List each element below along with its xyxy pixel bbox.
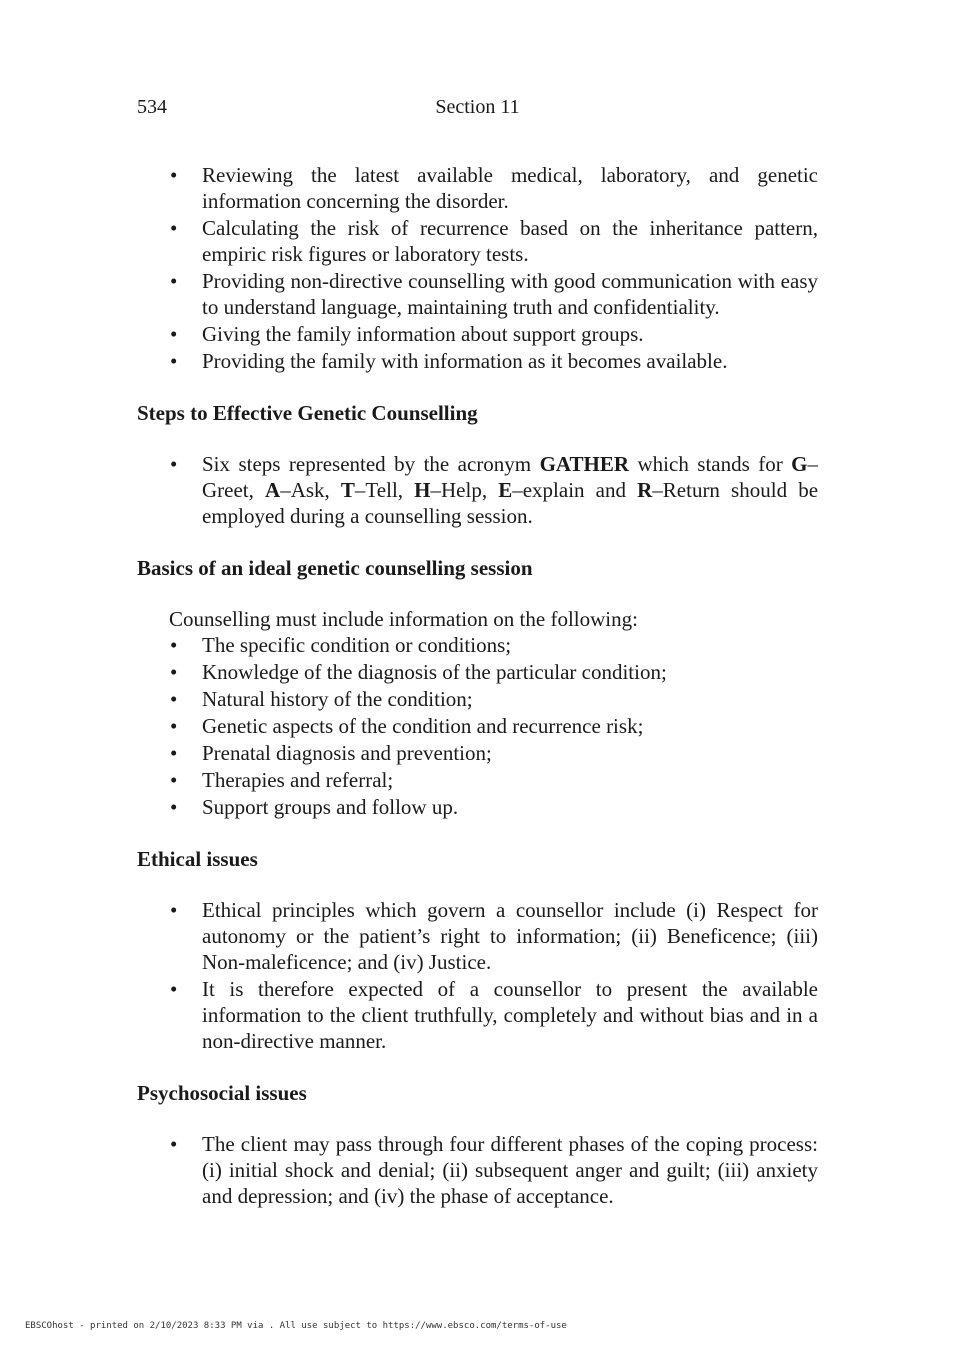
page-header	[137, 96, 818, 122]
list-item	[170, 976, 818, 1054]
list-item	[170, 686, 818, 712]
letter-g: G	[791, 452, 808, 476]
steps-heading: Steps to Effective Genetic Counselling	[137, 401, 478, 425]
list-item-text: Providing non-directive counselling with good communication with easy to understand language, maintaining truth and confidentiality.	[202, 269, 818, 319]
list-item	[170, 794, 818, 820]
ethical-heading: Ethical issues	[137, 847, 258, 871]
help-text: –Help,	[430, 478, 499, 502]
basics-heading: Basics of an ideal genetic counselling session	[137, 556, 533, 580]
basics-intro: Counselling must include information on the following:	[169, 607, 638, 631]
list-item	[170, 321, 818, 347]
list-item-text: Giving the family information about support groups.	[202, 322, 644, 346]
acronym: GATHER	[539, 452, 630, 476]
list-item	[170, 162, 818, 214]
bullet-icon: •	[170, 163, 178, 187]
list-item	[170, 659, 818, 685]
list-item	[170, 713, 818, 739]
list-item	[170, 897, 818, 975]
list-item-text: Ethical principles which govern a counsellor include (i) Respect for autonomy or the patient’s right to information; (ii) Beneficence; (iii) Non-maleficence; and (iv) Justice.	[202, 898, 818, 974]
list-item-text: The client may pass through four different phases of the coping process: (i) initial shock and denial; (ii) subsequent anger and guilt; (iii) anxiety and depression; and (iv) the phase of acceptance.	[202, 1132, 818, 1208]
psychosocial-bullet-list	[137, 1131, 818, 1209]
bullet-icon: •	[170, 660, 178, 684]
bullet-icon: •	[170, 216, 178, 240]
list-item	[170, 767, 818, 793]
bullet-icon: •	[170, 322, 178, 346]
page-body	[137, 162, 818, 1210]
list-item-text: The specific condition or conditions;	[202, 633, 512, 657]
greet-text: –Greet,	[202, 452, 818, 502]
list-item-text: It is therefore expected of a counsellor to present the available information to the client truthfully, completely and without bias and in a non-directive manner.	[202, 977, 818, 1053]
list-item	[170, 451, 819, 529]
bullet-icon: •	[170, 687, 178, 711]
letter-h: H	[414, 478, 431, 502]
list-item	[170, 1131, 818, 1209]
list-item-text: Knowledge of the diagnosis of the particular condition;	[202, 660, 667, 684]
running-head: Section 11	[435, 96, 520, 118]
ask-text: –Ask,	[280, 478, 341, 502]
list-item-text: Support groups and follow up.	[202, 795, 459, 819]
bullet-icon: •	[170, 452, 178, 476]
bullet-icon: •	[170, 1132, 178, 1156]
list-item-text: Prenatal diagnosis and prevention;	[202, 741, 492, 765]
bullet-icon: •	[170, 977, 178, 1001]
bullet-icon: •	[170, 633, 178, 657]
bullet-icon: •	[170, 349, 178, 373]
bullet-icon: •	[170, 768, 178, 792]
list-item-text: Therapies and referral;	[202, 768, 394, 792]
list-item	[170, 740, 818, 766]
list-item-text: Natural history of the condition;	[202, 687, 473, 711]
explain-text: –explain and	[512, 478, 638, 502]
tell-text: –Tell,	[354, 478, 415, 502]
bullet-icon: •	[170, 714, 178, 738]
steps-pre-text: Six steps represented by the acronym	[202, 452, 540, 476]
bullet-icon: •	[170, 795, 178, 819]
steps-bullet-list	[137, 451, 818, 529]
list-item-text: Genetic aspects of the condition and recurrence risk;	[202, 714, 644, 738]
letter-a: A	[265, 478, 281, 502]
bullet-icon: •	[170, 741, 178, 765]
list-item-text: Calculating the risk of recurrence based on the inheritance pattern, empiric risk figures or laboratory tests.	[202, 216, 818, 266]
list-item-text: Providing the family with information as it becomes available.	[202, 349, 728, 373]
letter-t: T	[340, 478, 355, 502]
intro-bullet-list	[137, 162, 818, 374]
list-item	[170, 268, 818, 320]
list-item	[170, 632, 818, 658]
return-text: –Return should be employed during a counselling session.	[202, 478, 819, 528]
bullet-icon: •	[170, 269, 178, 293]
ethical-bullet-list	[137, 897, 818, 1054]
letter-e: E	[498, 478, 513, 502]
steps-mid-text: which stands for	[629, 452, 792, 476]
list-item	[170, 348, 818, 374]
page-number: 534	[137, 96, 167, 118]
print-footer: EBSCOhost - printed on 2/10/2023 8:33 PM via . All use subject to https://www.ebsco.com/terms-of-use	[25, 1321, 567, 1331]
bullet-icon: •	[170, 898, 178, 922]
list-item-text: Reviewing the latest available medical, laboratory, and genetic information concerning the disorder.	[202, 163, 818, 213]
letter-r: R	[637, 478, 653, 502]
list-item	[170, 215, 818, 267]
psychosocial-heading: Psychosocial issues	[137, 1081, 307, 1105]
basics-bullet-list	[137, 632, 818, 820]
